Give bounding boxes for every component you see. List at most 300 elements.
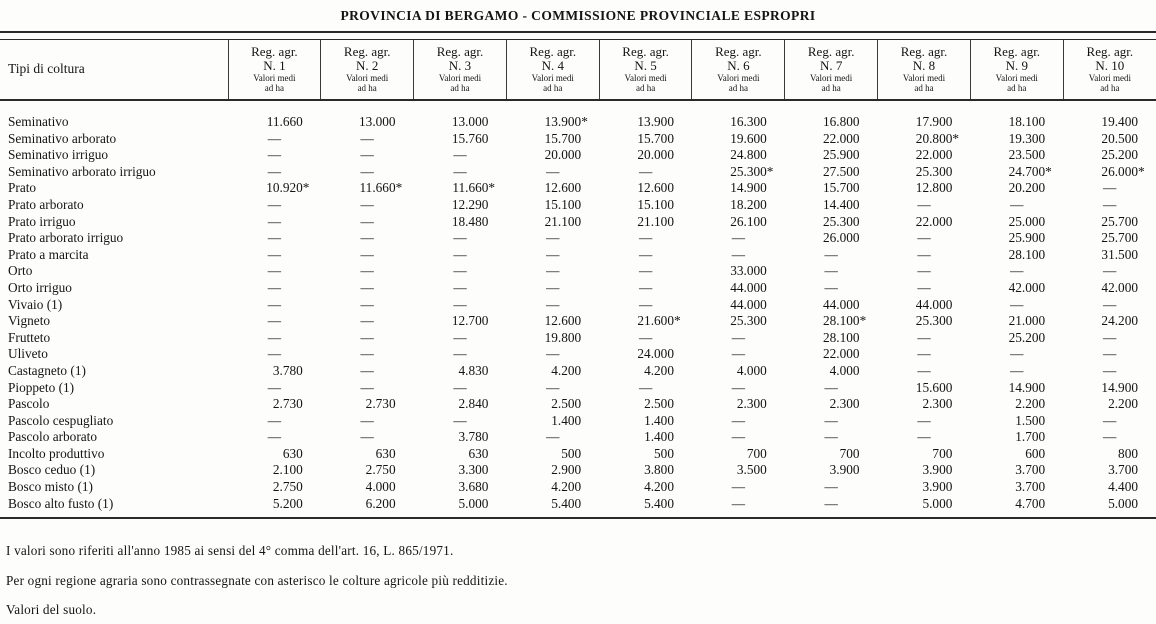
- value-cell: 4.200: [551, 479, 582, 495]
- value-cell-empty: —: [267, 379, 282, 395]
- table-row: [0, 479, 1156, 496]
- value-cell: 15.700: [637, 130, 674, 146]
- value-cell: 24.200: [1101, 313, 1138, 329]
- value-cell: 2.100: [272, 462, 303, 478]
- value-cell-empty: —: [453, 346, 467, 362]
- value-cell: 16.800: [823, 114, 860, 129]
- table-row: [0, 462, 1156, 479]
- value-cell: 15.700: [544, 130, 582, 146]
- column-header-text: ad ha: [728, 83, 748, 93]
- value-cell: 13.900*: [544, 114, 588, 129]
- value-cell-empty: —: [360, 346, 374, 362]
- value-cell: 3.780: [458, 429, 489, 445]
- value-cell-empty: —: [824, 412, 838, 428]
- value-cell: 630: [282, 445, 303, 461]
- value-cell-empty: —: [917, 429, 931, 445]
- column-header-text: N. 4: [541, 58, 564, 73]
- value-cell: 3.780: [272, 362, 303, 378]
- value-cell-empty: —: [360, 379, 374, 395]
- value-cell-empty: —: [731, 329, 746, 345]
- value-cell: 5.400: [644, 495, 674, 511]
- value-cell: 19.300: [1008, 130, 1046, 146]
- value-cell-empty: —: [453, 279, 467, 295]
- value-cell: 11.660*: [359, 180, 403, 196]
- value-cell-empty: —: [917, 362, 931, 378]
- value-cell-empty: —: [824, 495, 838, 511]
- value-cell: 25.300: [823, 213, 860, 229]
- value-cell: 12.600: [637, 180, 674, 196]
- crop-type-label: Prato arborato: [8, 196, 84, 212]
- value-cell: 3.900: [922, 462, 953, 478]
- value-cell: 700: [746, 445, 767, 461]
- column-header-text: Valori medi: [346, 73, 389, 83]
- value-cell: 26.100: [730, 213, 767, 229]
- value-cell-empty: —: [453, 147, 467, 163]
- table-row: [0, 313, 1156, 330]
- value-cell-empty: —: [453, 230, 467, 246]
- table-row: [0, 496, 1156, 519]
- value-cell: 22.000: [915, 213, 953, 229]
- value-cell: 15.700: [823, 180, 860, 196]
- value-cell-empty: —: [453, 263, 467, 279]
- value-cell: 4.000: [365, 479, 396, 495]
- value-cell: 630: [375, 445, 396, 461]
- value-cell-empty: —: [638, 379, 653, 395]
- column-header-text: Reg. agr.: [622, 44, 669, 59]
- table-row: [0, 297, 1156, 314]
- value-cell: 10.920*: [266, 180, 310, 196]
- column-header-text: Valori medi: [438, 73, 482, 83]
- value-cell-empty: —: [824, 429, 838, 445]
- table-row: [0, 280, 1156, 297]
- column-header-text: N. 1: [263, 58, 286, 73]
- value-cell-empty: —: [546, 246, 560, 262]
- value-cell-empty: —: [824, 246, 838, 262]
- value-cell: 25.300: [915, 163, 953, 179]
- value-cell: 2.200: [1015, 396, 1046, 412]
- column-header-text: Valori medi: [1088, 73, 1131, 83]
- value-cell-empty: —: [731, 495, 746, 511]
- value-cell: 44.000: [730, 296, 767, 312]
- value-cell: 2.500: [644, 396, 674, 412]
- column-header-text: Valori medi: [253, 73, 296, 83]
- column-header-text: N. 10: [1095, 58, 1125, 73]
- footnotes-block: [6, 544, 1156, 617]
- column-header-text: Valori medi: [531, 73, 574, 83]
- value-cell-empty: —: [453, 296, 467, 312]
- value-cell: 25.300: [730, 313, 767, 329]
- crop-type-label: Seminativo arborato irriguo: [8, 163, 156, 179]
- value-cell: 13.000: [451, 114, 489, 129]
- value-cell: 2.200: [1108, 396, 1138, 412]
- value-cell: 44.000: [915, 296, 953, 312]
- value-cell-empty: —: [360, 429, 374, 445]
- value-cell: 21.100: [637, 213, 674, 229]
- crop-type-label: Seminativo arborato: [8, 130, 117, 146]
- value-cell-empty: —: [917, 263, 931, 279]
- value-cell: 11.660*: [452, 180, 496, 196]
- value-cell-empty: —: [731, 246, 746, 262]
- value-cell: 11.660: [266, 114, 303, 129]
- value-cell: 3.700: [1108, 462, 1138, 478]
- column-header-text: Reg. agr.: [807, 44, 855, 59]
- table-row: [0, 247, 1156, 264]
- value-cell: 24.000: [637, 346, 674, 362]
- column-header-text: ad ha: [450, 83, 470, 93]
- value-cell-empty: —: [917, 230, 931, 246]
- table-row: [0, 100, 1156, 131]
- value-cell: 13.900: [637, 114, 674, 129]
- value-cell-empty: —: [360, 296, 374, 312]
- value-cell-empty: —: [546, 163, 560, 179]
- value-cell-empty: —: [638, 230, 653, 246]
- top-rule: [0, 31, 1156, 40]
- value-cell: 21.100: [544, 213, 582, 229]
- footnote-asterisk-legend: Per ogni regione agraria sono contrassegnate con asterisco le colture agricole più redditizie.: [6, 572, 508, 588]
- value-cell: 14.900: [730, 180, 767, 196]
- footnote-soil-values: Valori del suolo.: [6, 602, 97, 618]
- value-cell: 1.400: [644, 429, 674, 445]
- value-cell: 15.760: [451, 130, 489, 146]
- column-header-7: [785, 40, 878, 100]
- value-cell-empty: —: [638, 163, 653, 179]
- column-header-3: [414, 40, 507, 100]
- value-cell: 6.200: [365, 495, 396, 511]
- value-cell: 42.000: [1101, 279, 1138, 295]
- value-cell: 1.700: [1015, 429, 1046, 445]
- value-cell: 700: [839, 445, 860, 461]
- row-header-label: Tipi di coltura: [0, 40, 228, 100]
- value-cell-empty: —: [267, 429, 282, 445]
- table-row: [0, 131, 1156, 148]
- value-cell: 42.000: [1008, 279, 1046, 295]
- value-cell: 28.100: [1008, 246, 1046, 262]
- crop-type-label: Seminativo irriguo: [8, 147, 109, 163]
- table-row: [0, 214, 1156, 231]
- value-cell: 24.700*: [1008, 163, 1052, 179]
- value-cell: 600: [1025, 445, 1046, 461]
- value-cell: 3.700: [1015, 479, 1046, 495]
- column-header-9: [970, 40, 1063, 100]
- column-header-text: ad ha: [1100, 83, 1120, 93]
- value-cell: 630: [468, 445, 489, 461]
- value-cell-empty: —: [453, 329, 467, 345]
- value-cell-empty: —: [267, 246, 282, 262]
- value-cell: 44.000: [823, 296, 860, 312]
- crop-type-label: Prato irriguo: [8, 213, 76, 229]
- column-header-text: Valori medi: [902, 73, 946, 83]
- footnote-year-reference: I valori sono riferiti all'anno 1985 ai sensi del 4° comma dell'art. 16, L. 865/1971.: [6, 543, 454, 559]
- value-cell-empty: —: [360, 130, 374, 146]
- table-row: [0, 429, 1156, 446]
- value-cell: 2.730: [365, 396, 396, 412]
- crop-type-label: Bosco ceduo (1): [8, 462, 96, 478]
- crop-type-label: Pascolo arborato: [8, 429, 97, 445]
- value-cell-empty: —: [267, 163, 282, 179]
- column-header-text: Valori medi: [624, 73, 667, 83]
- value-cell: 14.900: [1008, 379, 1046, 395]
- table-row: [0, 180, 1156, 197]
- crop-type-label: Frutteto: [8, 329, 51, 345]
- value-cell-empty: —: [360, 147, 374, 163]
- table-row: [0, 263, 1156, 280]
- value-cell: 2.840: [458, 396, 489, 412]
- column-header-text: Reg. agr.: [251, 44, 298, 59]
- column-header-text: N. 7: [819, 58, 843, 73]
- crop-type-label: Vigneto: [8, 313, 51, 329]
- value-cell-empty: —: [638, 246, 653, 262]
- table-row: [0, 197, 1156, 214]
- value-cell: 4.200: [644, 362, 674, 378]
- value-cell: 3.500: [736, 462, 767, 478]
- column-header-text: Reg. agr.: [715, 44, 762, 59]
- value-cell-empty: —: [824, 279, 838, 295]
- value-cell: 24.800: [730, 147, 767, 163]
- value-cell-empty: —: [546, 230, 560, 246]
- value-cell-empty: —: [360, 196, 374, 212]
- value-cell: 25.200: [1101, 147, 1138, 163]
- value-cell-empty: —: [267, 196, 282, 212]
- value-cell: 2.300: [922, 396, 953, 412]
- crop-type-label: Vivaio (1): [8, 296, 63, 312]
- value-cell: 5.400: [551, 495, 582, 511]
- value-cell-empty: —: [453, 246, 467, 262]
- column-header-text: Valori medi: [810, 73, 853, 83]
- value-cell: 25.200: [1008, 329, 1046, 345]
- value-cell-empty: —: [638, 329, 653, 345]
- table-row: [0, 413, 1156, 430]
- value-cell-empty: —: [1010, 362, 1024, 378]
- table-row: [0, 446, 1156, 463]
- crop-type-label: Prato: [8, 180, 37, 196]
- value-cell-empty: —: [1010, 263, 1024, 279]
- value-cell: 4.830: [458, 362, 489, 378]
- table-row: [0, 330, 1156, 347]
- value-cell: 12.600: [544, 313, 582, 329]
- table-row: [0, 380, 1156, 397]
- value-cell: 5.200: [272, 495, 303, 511]
- value-cell-empty: —: [267, 329, 282, 345]
- value-cell: 25.900: [1008, 230, 1046, 246]
- value-cell: 12.600: [544, 180, 582, 196]
- value-cell-empty: —: [267, 279, 282, 295]
- value-cell: 20.000: [637, 147, 674, 163]
- value-cell-empty: —: [546, 429, 560, 445]
- page-title: PROVINCIA DI BERGAMO - COMMISSIONE PROVINCIALE ESPROPRI: [340, 8, 816, 23]
- value-cell: 16.300: [730, 114, 767, 129]
- column-header-text: Reg. agr.: [900, 44, 948, 59]
- value-cell: 15.600: [915, 379, 953, 395]
- crop-type-label: Pascolo: [8, 396, 50, 412]
- value-cell: 3.900: [829, 462, 860, 478]
- value-cell: 21.600*: [637, 313, 681, 329]
- value-cell-empty: —: [1010, 346, 1024, 362]
- column-header-text: ad ha: [1007, 83, 1027, 93]
- value-cell-empty: —: [1102, 429, 1117, 445]
- value-cell-empty: —: [1102, 362, 1117, 378]
- value-cell: 14.900: [1101, 379, 1138, 395]
- value-cell-empty: —: [267, 213, 282, 229]
- value-cell-empty: —: [546, 263, 560, 279]
- value-cell-empty: —: [731, 379, 746, 395]
- value-cell: 4.200: [551, 362, 582, 378]
- value-cell-empty: —: [360, 213, 374, 229]
- column-header-text: Reg. agr.: [343, 44, 391, 59]
- crop-type-label: Pioppeto (1): [8, 379, 75, 395]
- value-cell-empty: —: [267, 412, 282, 428]
- value-cell: 31.500: [1101, 246, 1138, 262]
- value-cell: 2.750: [365, 462, 396, 478]
- value-cell: 2.750: [272, 479, 303, 495]
- value-cell-empty: —: [824, 479, 838, 495]
- value-cell: 5.000: [1108, 495, 1138, 511]
- column-header-text: ad ha: [357, 83, 377, 93]
- value-cell-empty: —: [267, 263, 282, 279]
- value-cell-empty: —: [638, 279, 653, 295]
- value-cell: 18.480: [451, 213, 489, 229]
- table-row: [0, 164, 1156, 181]
- column-header-5: [599, 40, 692, 100]
- column-header-text: N. 5: [634, 58, 657, 73]
- column-header-text: ad ha: [914, 83, 934, 93]
- value-cell-empty: —: [546, 296, 560, 312]
- value-cell: 2.300: [829, 396, 860, 412]
- value-cell: 22.000: [823, 346, 860, 362]
- value-cell-empty: —: [917, 412, 931, 428]
- value-cell-empty: —: [1102, 263, 1117, 279]
- value-cell: 15.100: [637, 196, 674, 212]
- value-cell-empty: —: [1102, 346, 1117, 362]
- column-header-8: [878, 40, 971, 100]
- column-header-2: [321, 40, 414, 100]
- table-row: [0, 230, 1156, 247]
- header-row: [0, 40, 1156, 100]
- value-cell-empty: —: [546, 346, 560, 362]
- value-cell-empty: —: [267, 230, 282, 246]
- value-cell: 25.300: [915, 313, 953, 329]
- column-header-text: Reg. agr.: [1086, 44, 1134, 59]
- value-cell: 4.000: [736, 362, 767, 378]
- value-cell-empty: —: [824, 263, 838, 279]
- value-cell-empty: —: [1102, 180, 1117, 196]
- value-cell: 27.500: [823, 163, 860, 179]
- value-cell: 23.500: [1008, 147, 1046, 163]
- value-cell: 2.730: [272, 396, 303, 412]
- value-cell-empty: —: [453, 163, 467, 179]
- value-cell: 22.000: [915, 147, 953, 163]
- value-cell: 2.900: [551, 462, 582, 478]
- column-header-1: [228, 40, 321, 100]
- table-row: [0, 147, 1156, 164]
- value-cell: 20.000: [544, 147, 582, 163]
- value-cell-empty: —: [731, 346, 746, 362]
- value-cell-empty: —: [267, 346, 282, 362]
- value-cell-empty: —: [267, 147, 282, 163]
- value-cell-empty: —: [453, 379, 467, 395]
- value-cell-empty: —: [1102, 296, 1117, 312]
- value-cell-empty: —: [917, 346, 931, 362]
- value-cell-empty: —: [917, 246, 931, 262]
- crop-type-label: Pascolo cespugliato: [8, 412, 114, 428]
- value-cell-empty: —: [731, 412, 746, 428]
- value-cell: 20.500: [1101, 130, 1138, 146]
- column-header-text: N. 3: [448, 58, 472, 73]
- value-cell-empty: —: [546, 279, 560, 295]
- value-cell-empty: —: [360, 362, 374, 378]
- value-cell-empty: —: [546, 379, 560, 395]
- column-header-text: Reg. agr.: [436, 44, 484, 59]
- crop-type-label: Prato a marcita: [8, 246, 89, 262]
- value-cell: 5.000: [458, 495, 489, 511]
- value-cell-empty: —: [638, 263, 653, 279]
- value-cell: 12.290: [451, 196, 489, 212]
- value-cell-empty: —: [360, 163, 374, 179]
- value-cell: 2.500: [551, 396, 582, 412]
- expropriation-values-table: [0, 40, 1156, 519]
- table-row: [0, 363, 1156, 380]
- value-cell: 4.200: [644, 479, 674, 495]
- table-row: [0, 346, 1156, 363]
- value-cell-empty: —: [731, 230, 746, 246]
- crop-type-label: Castagneto (1): [8, 362, 86, 378]
- column-header-text: ad ha: [264, 83, 285, 93]
- crop-type-label: Orto irriguo: [8, 279, 72, 295]
- value-cell-empty: —: [917, 279, 931, 295]
- column-header-text: N. 6: [727, 58, 750, 73]
- value-cell-empty: —: [360, 230, 374, 246]
- column-header-text: Valori medi: [717, 73, 760, 83]
- value-cell: 4.400: [1108, 479, 1138, 495]
- crop-type-label: Seminativo: [8, 114, 69, 129]
- value-cell-empty: —: [1102, 196, 1117, 212]
- value-cell: 19.600: [730, 130, 767, 146]
- column-header-text: N. 8: [912, 58, 936, 73]
- crop-type-label: Prato arborato irriguo: [8, 230, 124, 246]
- value-cell-empty: —: [267, 130, 282, 146]
- column-header-text: Reg. agr.: [993, 44, 1041, 59]
- value-cell: 12.800: [915, 180, 953, 196]
- value-cell: 17.900: [915, 114, 953, 129]
- value-cell-empty: —: [917, 196, 931, 212]
- value-cell: 28.100*: [823, 313, 867, 329]
- value-cell-empty: —: [360, 279, 374, 295]
- value-cell: 1.500: [1015, 412, 1046, 428]
- value-cell-empty: —: [267, 313, 282, 329]
- column-header-text: Reg. agr.: [529, 44, 577, 59]
- value-cell: 25.000: [1008, 213, 1046, 229]
- column-header-text: N. 9: [1005, 58, 1028, 73]
- column-header-text: ad ha: [635, 83, 656, 93]
- value-cell-empty: —: [731, 429, 746, 445]
- value-cell: 1.400: [551, 412, 582, 428]
- value-cell: 500: [654, 445, 674, 461]
- column-header-text: ad ha: [543, 83, 563, 93]
- value-cell: 4.000: [829, 362, 860, 378]
- value-cell: 3.900: [922, 479, 953, 495]
- value-cell: 800: [1118, 445, 1138, 461]
- value-cell-empty: —: [917, 329, 931, 345]
- value-cell: 33.000: [730, 263, 767, 279]
- table-row: [0, 396, 1156, 413]
- value-cell: 25.700: [1101, 230, 1138, 246]
- value-cell: 15.100: [544, 196, 582, 212]
- value-cell: 500: [561, 445, 582, 461]
- value-cell: 25.300*: [730, 163, 774, 179]
- value-cell: 12.700: [451, 313, 489, 329]
- value-cell: 20.800*: [915, 130, 960, 146]
- value-cell: 2.300: [736, 396, 767, 412]
- value-cell: 3.300: [458, 462, 489, 478]
